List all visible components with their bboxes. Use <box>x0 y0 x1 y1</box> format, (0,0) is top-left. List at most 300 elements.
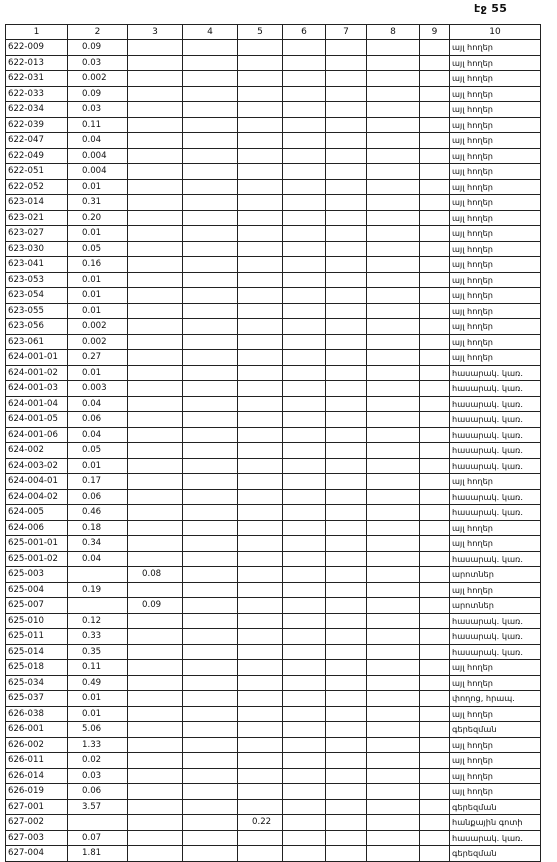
cell-col7 <box>326 86 367 102</box>
cell-code: 623-056 <box>6 319 68 335</box>
cell-col8 <box>367 582 420 598</box>
cell-col9 <box>420 334 450 350</box>
cell-col8 <box>367 830 420 846</box>
table-row <box>6 40 541 56</box>
cell-code: 623-055 <box>6 303 68 319</box>
cell-col6 <box>283 396 326 412</box>
cell-col4 <box>183 536 238 552</box>
cell-code: 625-034 <box>6 675 68 691</box>
cell-col5 <box>238 102 283 118</box>
table-row <box>6 846 541 862</box>
cell-col6 <box>283 644 326 660</box>
cell-col2: 0.35 <box>68 644 128 660</box>
cell-col6 <box>283 768 326 784</box>
cell-land-type: այլ հողեր <box>450 210 541 226</box>
cell-col8 <box>367 520 420 536</box>
cell-land-type: այլ հողեր <box>450 148 541 164</box>
cell-col6 <box>283 303 326 319</box>
cell-col4 <box>183 520 238 536</box>
cell-col6 <box>283 830 326 846</box>
cell-col4 <box>183 55 238 71</box>
cell-col7 <box>326 691 367 707</box>
cell-col5 <box>238 644 283 660</box>
table-row <box>6 799 541 815</box>
cell-col6 <box>283 567 326 583</box>
cell-col4 <box>183 443 238 459</box>
cell-col2: 0.11 <box>68 660 128 676</box>
cell-col7 <box>326 598 367 614</box>
cell-code: 622-047 <box>6 133 68 149</box>
cell-col2: 0.20 <box>68 210 128 226</box>
cell-col3 <box>128 179 183 195</box>
table-row <box>6 86 541 102</box>
cell-col8 <box>367 644 420 660</box>
table-row <box>6 660 541 676</box>
cell-code: 624-001-03 <box>6 381 68 397</box>
cell-col3: 0.09 <box>128 598 183 614</box>
cell-col7 <box>326 71 367 87</box>
table-row <box>6 505 541 521</box>
cell-land-type: այլ հողեր <box>450 241 541 257</box>
cell-col9 <box>420 443 450 459</box>
cell-col2: 0.18 <box>68 520 128 536</box>
cell-col8 <box>367 365 420 381</box>
cell-col5 <box>238 567 283 583</box>
cell-col6 <box>283 272 326 288</box>
table-row <box>6 195 541 211</box>
cell-code: 626-002 <box>6 737 68 753</box>
cell-col7 <box>326 334 367 350</box>
cell-code: 626-019 <box>6 784 68 800</box>
cell-col2: 0.01 <box>68 365 128 381</box>
table-row <box>6 164 541 180</box>
cell-col3 <box>128 350 183 366</box>
cell-col4 <box>183 133 238 149</box>
cell-col2 <box>68 567 128 583</box>
cell-col5 <box>238 613 283 629</box>
cell-col4 <box>183 164 238 180</box>
cell-land-type: այլ հողեր <box>450 660 541 676</box>
cell-col6 <box>283 257 326 273</box>
cell-col2: 1.81 <box>68 846 128 862</box>
cell-code: 625-014 <box>6 644 68 660</box>
cell-col9 <box>420 381 450 397</box>
cell-code: 622-013 <box>6 55 68 71</box>
cell-col9 <box>420 474 450 490</box>
cell-col9 <box>420 768 450 784</box>
cell-col9 <box>420 241 450 257</box>
cell-col6 <box>283 722 326 738</box>
cell-col2: 0.05 <box>68 443 128 459</box>
cell-col3 <box>128 458 183 474</box>
cell-col9 <box>420 644 450 660</box>
col-header-1: 1 <box>6 25 68 40</box>
cell-col8 <box>367 722 420 738</box>
cell-land-type: գերեզման <box>450 799 541 815</box>
cell-col2: 0.04 <box>68 133 128 149</box>
cell-col9 <box>420 830 450 846</box>
cell-col7 <box>326 365 367 381</box>
cell-col6 <box>283 598 326 614</box>
cell-col9 <box>420 675 450 691</box>
cell-code: 625-037 <box>6 691 68 707</box>
cell-col2: 0.004 <box>68 148 128 164</box>
cell-land-type: այլ հողեր <box>450 102 541 118</box>
cell-col8 <box>367 350 420 366</box>
cell-col3 <box>128 412 183 428</box>
cell-col6 <box>283 195 326 211</box>
cell-col7 <box>326 288 367 304</box>
cell-code: 622-039 <box>6 117 68 133</box>
cell-col2: 0.16 <box>68 257 128 273</box>
cell-col7 <box>326 520 367 536</box>
cell-col4 <box>183 334 238 350</box>
cell-col5 <box>238 830 283 846</box>
cell-col2: 0.06 <box>68 784 128 800</box>
cell-col2: 0.11 <box>68 117 128 133</box>
cell-land-type: հասարակ. կառ. <box>450 365 541 381</box>
col-header-3: 3 <box>128 25 183 40</box>
cell-land-type: հասարակ. կառ. <box>450 489 541 505</box>
cell-land-type: այլ հողեր <box>450 334 541 350</box>
table-row <box>6 536 541 552</box>
cell-col8 <box>367 396 420 412</box>
cell-col6 <box>283 148 326 164</box>
cell-col4 <box>183 675 238 691</box>
cell-col2: 0.004 <box>68 164 128 180</box>
table-body <box>6 40 541 862</box>
cell-col4 <box>183 722 238 738</box>
cell-col9 <box>420 179 450 195</box>
cell-col8 <box>367 458 420 474</box>
cell-col6 <box>283 629 326 645</box>
cell-col6 <box>283 582 326 598</box>
cell-code: 622-052 <box>6 179 68 195</box>
cell-col7 <box>326 660 367 676</box>
cell-col6 <box>283 40 326 56</box>
cell-col5 <box>238 520 283 536</box>
col-header-6: 6 <box>283 25 326 40</box>
cell-col2: 5.06 <box>68 722 128 738</box>
cell-code: 623-054 <box>6 288 68 304</box>
cell-code: 622-034 <box>6 102 68 118</box>
cell-land-type: այլ հողեր <box>450 133 541 149</box>
cell-col3 <box>128 272 183 288</box>
cell-col3 <box>128 148 183 164</box>
cell-col3 <box>128 551 183 567</box>
cell-col4 <box>183 288 238 304</box>
cell-col6 <box>283 520 326 536</box>
cell-col3 <box>128 737 183 753</box>
cell-col3 <box>128 86 183 102</box>
col-header-2: 2 <box>68 25 128 40</box>
table-row <box>6 226 541 242</box>
cell-col9 <box>420 272 450 288</box>
cell-code: 624-005 <box>6 505 68 521</box>
cell-col8 <box>367 303 420 319</box>
cell-col8 <box>367 334 420 350</box>
cell-col6 <box>283 133 326 149</box>
cell-col8 <box>367 102 420 118</box>
cell-col9 <box>420 303 450 319</box>
cell-col7 <box>326 272 367 288</box>
cell-col4 <box>183 629 238 645</box>
table-row <box>6 179 541 195</box>
cell-col2: 0.01 <box>68 691 128 707</box>
cell-land-type: արոտներ <box>450 567 541 583</box>
cell-code: 624-003-02 <box>6 458 68 474</box>
cell-col4 <box>183 71 238 87</box>
cell-land-type: հասարակ. կառ. <box>450 427 541 443</box>
cell-col2: 0.06 <box>68 412 128 428</box>
table-row <box>6 71 541 87</box>
cell-code: 627-003 <box>6 830 68 846</box>
cell-col5 <box>238 722 283 738</box>
cell-col9 <box>420 288 450 304</box>
cell-col6 <box>283 350 326 366</box>
cell-col4 <box>183 226 238 242</box>
page-number-label: էջ 55 <box>474 2 508 15</box>
cell-col4 <box>183 505 238 521</box>
cell-col2: 0.19 <box>68 582 128 598</box>
cell-col7 <box>326 164 367 180</box>
cell-col6 <box>283 505 326 521</box>
cell-code: 623-027 <box>6 226 68 242</box>
cell-col9 <box>420 412 450 428</box>
cell-col9 <box>420 195 450 211</box>
cell-code: 622-033 <box>6 86 68 102</box>
cell-col8 <box>367 40 420 56</box>
cell-land-type: գերեզման <box>450 846 541 862</box>
cell-code: 624-001-06 <box>6 427 68 443</box>
cell-col5 <box>238 582 283 598</box>
cell-col6 <box>283 241 326 257</box>
cell-col5 <box>238 551 283 567</box>
cell-col9 <box>420 71 450 87</box>
cell-col8 <box>367 164 420 180</box>
cell-col3 <box>128 226 183 242</box>
cell-col2: 0.09 <box>68 86 128 102</box>
cell-col3 <box>128 660 183 676</box>
table-row <box>6 815 541 831</box>
cell-col2: 0.46 <box>68 505 128 521</box>
table-row <box>6 288 541 304</box>
cell-col4 <box>183 365 238 381</box>
cell-col3 <box>128 536 183 552</box>
cell-col4 <box>183 148 238 164</box>
cell-col8 <box>367 427 420 443</box>
cell-col8 <box>367 551 420 567</box>
cell-col6 <box>283 675 326 691</box>
cell-col4 <box>183 474 238 490</box>
cell-col5 <box>238 226 283 242</box>
cell-col2: 0.31 <box>68 195 128 211</box>
cell-col8 <box>367 319 420 335</box>
cell-col6 <box>283 474 326 490</box>
cell-col3 <box>128 582 183 598</box>
cell-col7 <box>326 675 367 691</box>
cell-col5 <box>238 179 283 195</box>
table-row <box>6 675 541 691</box>
cell-col3 <box>128 71 183 87</box>
cell-code: 625-018 <box>6 660 68 676</box>
cell-col2: 0.04 <box>68 396 128 412</box>
cell-col7 <box>326 644 367 660</box>
cell-col7 <box>326 505 367 521</box>
cell-col7 <box>326 117 367 133</box>
cell-col4 <box>183 86 238 102</box>
cell-col2: 0.03 <box>68 55 128 71</box>
cell-land-type: այլ հողեր <box>450 319 541 335</box>
cell-col5 <box>238 288 283 304</box>
cell-code: 624-001-04 <box>6 396 68 412</box>
cell-col5 <box>238 164 283 180</box>
cell-code: 625-011 <box>6 629 68 645</box>
table-row <box>6 520 541 536</box>
cell-code: 625-001-01 <box>6 536 68 552</box>
cell-land-type: գերեզման <box>450 722 541 738</box>
cell-col9 <box>420 319 450 335</box>
cell-col4 <box>183 784 238 800</box>
cell-col4 <box>183 412 238 428</box>
cell-col4 <box>183 567 238 583</box>
cell-code: 624-002 <box>6 443 68 459</box>
cell-col3 <box>128 334 183 350</box>
cell-code: 623-030 <box>6 241 68 257</box>
cell-col8 <box>367 71 420 87</box>
cell-col4 <box>183 458 238 474</box>
cell-col6 <box>283 458 326 474</box>
cell-col3 <box>128 706 183 722</box>
cell-col2: 0.002 <box>68 319 128 335</box>
cell-col5 <box>238 55 283 71</box>
cell-col2: 0.01 <box>68 288 128 304</box>
cell-col8 <box>367 195 420 211</box>
cell-land-type: այլ հողեր <box>450 40 541 56</box>
table-row <box>6 396 541 412</box>
cell-code: 626-014 <box>6 768 68 784</box>
cell-col4 <box>183 381 238 397</box>
cell-col8 <box>367 288 420 304</box>
cell-col6 <box>283 691 326 707</box>
cell-col8 <box>367 536 420 552</box>
table-row <box>6 55 541 71</box>
table-row <box>6 257 541 273</box>
col-header-8: 8 <box>367 25 420 40</box>
cell-col9 <box>420 257 450 273</box>
cell-col8 <box>367 412 420 428</box>
cell-col4 <box>183 768 238 784</box>
cell-col6 <box>283 799 326 815</box>
cell-col3 <box>128 474 183 490</box>
cell-col9 <box>420 799 450 815</box>
cell-code: 624-006 <box>6 520 68 536</box>
table-row <box>6 598 541 614</box>
cell-col7 <box>326 195 367 211</box>
table-row <box>6 210 541 226</box>
cell-col2: 0.002 <box>68 71 128 87</box>
cell-col9 <box>420 226 450 242</box>
cell-col6 <box>283 613 326 629</box>
cell-col4 <box>183 799 238 815</box>
cell-col5 <box>238 768 283 784</box>
cell-col8 <box>367 753 420 769</box>
cell-col5 <box>238 799 283 815</box>
cell-col8 <box>367 272 420 288</box>
cell-col2: 0.03 <box>68 768 128 784</box>
cell-land-type: այլ հողեր <box>450 536 541 552</box>
table-row <box>6 489 541 505</box>
cell-code: 625-004 <box>6 582 68 598</box>
table-row <box>6 474 541 490</box>
cell-col9 <box>420 691 450 707</box>
cell-col5 <box>238 505 283 521</box>
table-row <box>6 768 541 784</box>
cell-col9 <box>420 164 450 180</box>
cell-col7 <box>326 474 367 490</box>
cell-col8 <box>367 117 420 133</box>
cell-land-type: հասարակ. կառ. <box>450 396 541 412</box>
cell-col2: 0.02 <box>68 753 128 769</box>
cell-col7 <box>326 753 367 769</box>
cell-col6 <box>283 753 326 769</box>
cell-land-type: փողոց, հրապ. <box>450 691 541 707</box>
cell-col8 <box>367 257 420 273</box>
cell-col5 <box>238 257 283 273</box>
cell-col9 <box>420 40 450 56</box>
cell-code: 625-001-02 <box>6 551 68 567</box>
cell-col4 <box>183 117 238 133</box>
cell-col6 <box>283 365 326 381</box>
cell-col3 <box>128 846 183 862</box>
cell-land-type: հասարակ. կառ. <box>450 458 541 474</box>
cell-land-type: այլ հողեր <box>450 86 541 102</box>
cell-col8 <box>367 86 420 102</box>
cell-col8 <box>367 505 420 521</box>
cell-col9 <box>420 660 450 676</box>
cell-code: 622-051 <box>6 164 68 180</box>
cell-col2: 0.12 <box>68 613 128 629</box>
cell-col4 <box>183 40 238 56</box>
cell-col5 <box>238 737 283 753</box>
table-row <box>6 644 541 660</box>
cell-land-type: այլ հողեր <box>450 55 541 71</box>
cell-col3 <box>128 319 183 335</box>
cell-col2: 0.27 <box>68 350 128 366</box>
cell-col2: 0.49 <box>68 675 128 691</box>
cell-land-type: հասարակ. կառ. <box>450 412 541 428</box>
table-row <box>6 458 541 474</box>
table-row <box>6 350 541 366</box>
table-row <box>6 133 541 149</box>
cell-col3 <box>128 675 183 691</box>
cell-col4 <box>183 660 238 676</box>
cell-col3 <box>128 644 183 660</box>
cell-col6 <box>283 737 326 753</box>
cell-col7 <box>326 489 367 505</box>
cell-col3 <box>128 505 183 521</box>
table-row <box>6 706 541 722</box>
cell-col3 <box>128 830 183 846</box>
cell-col7 <box>326 381 367 397</box>
cell-col5 <box>238 629 283 645</box>
cell-col3 <box>128 365 183 381</box>
table-row <box>6 737 541 753</box>
table-row <box>6 784 541 800</box>
cell-code: 624-001-05 <box>6 412 68 428</box>
cell-col5 <box>238 489 283 505</box>
cell-col6 <box>283 412 326 428</box>
